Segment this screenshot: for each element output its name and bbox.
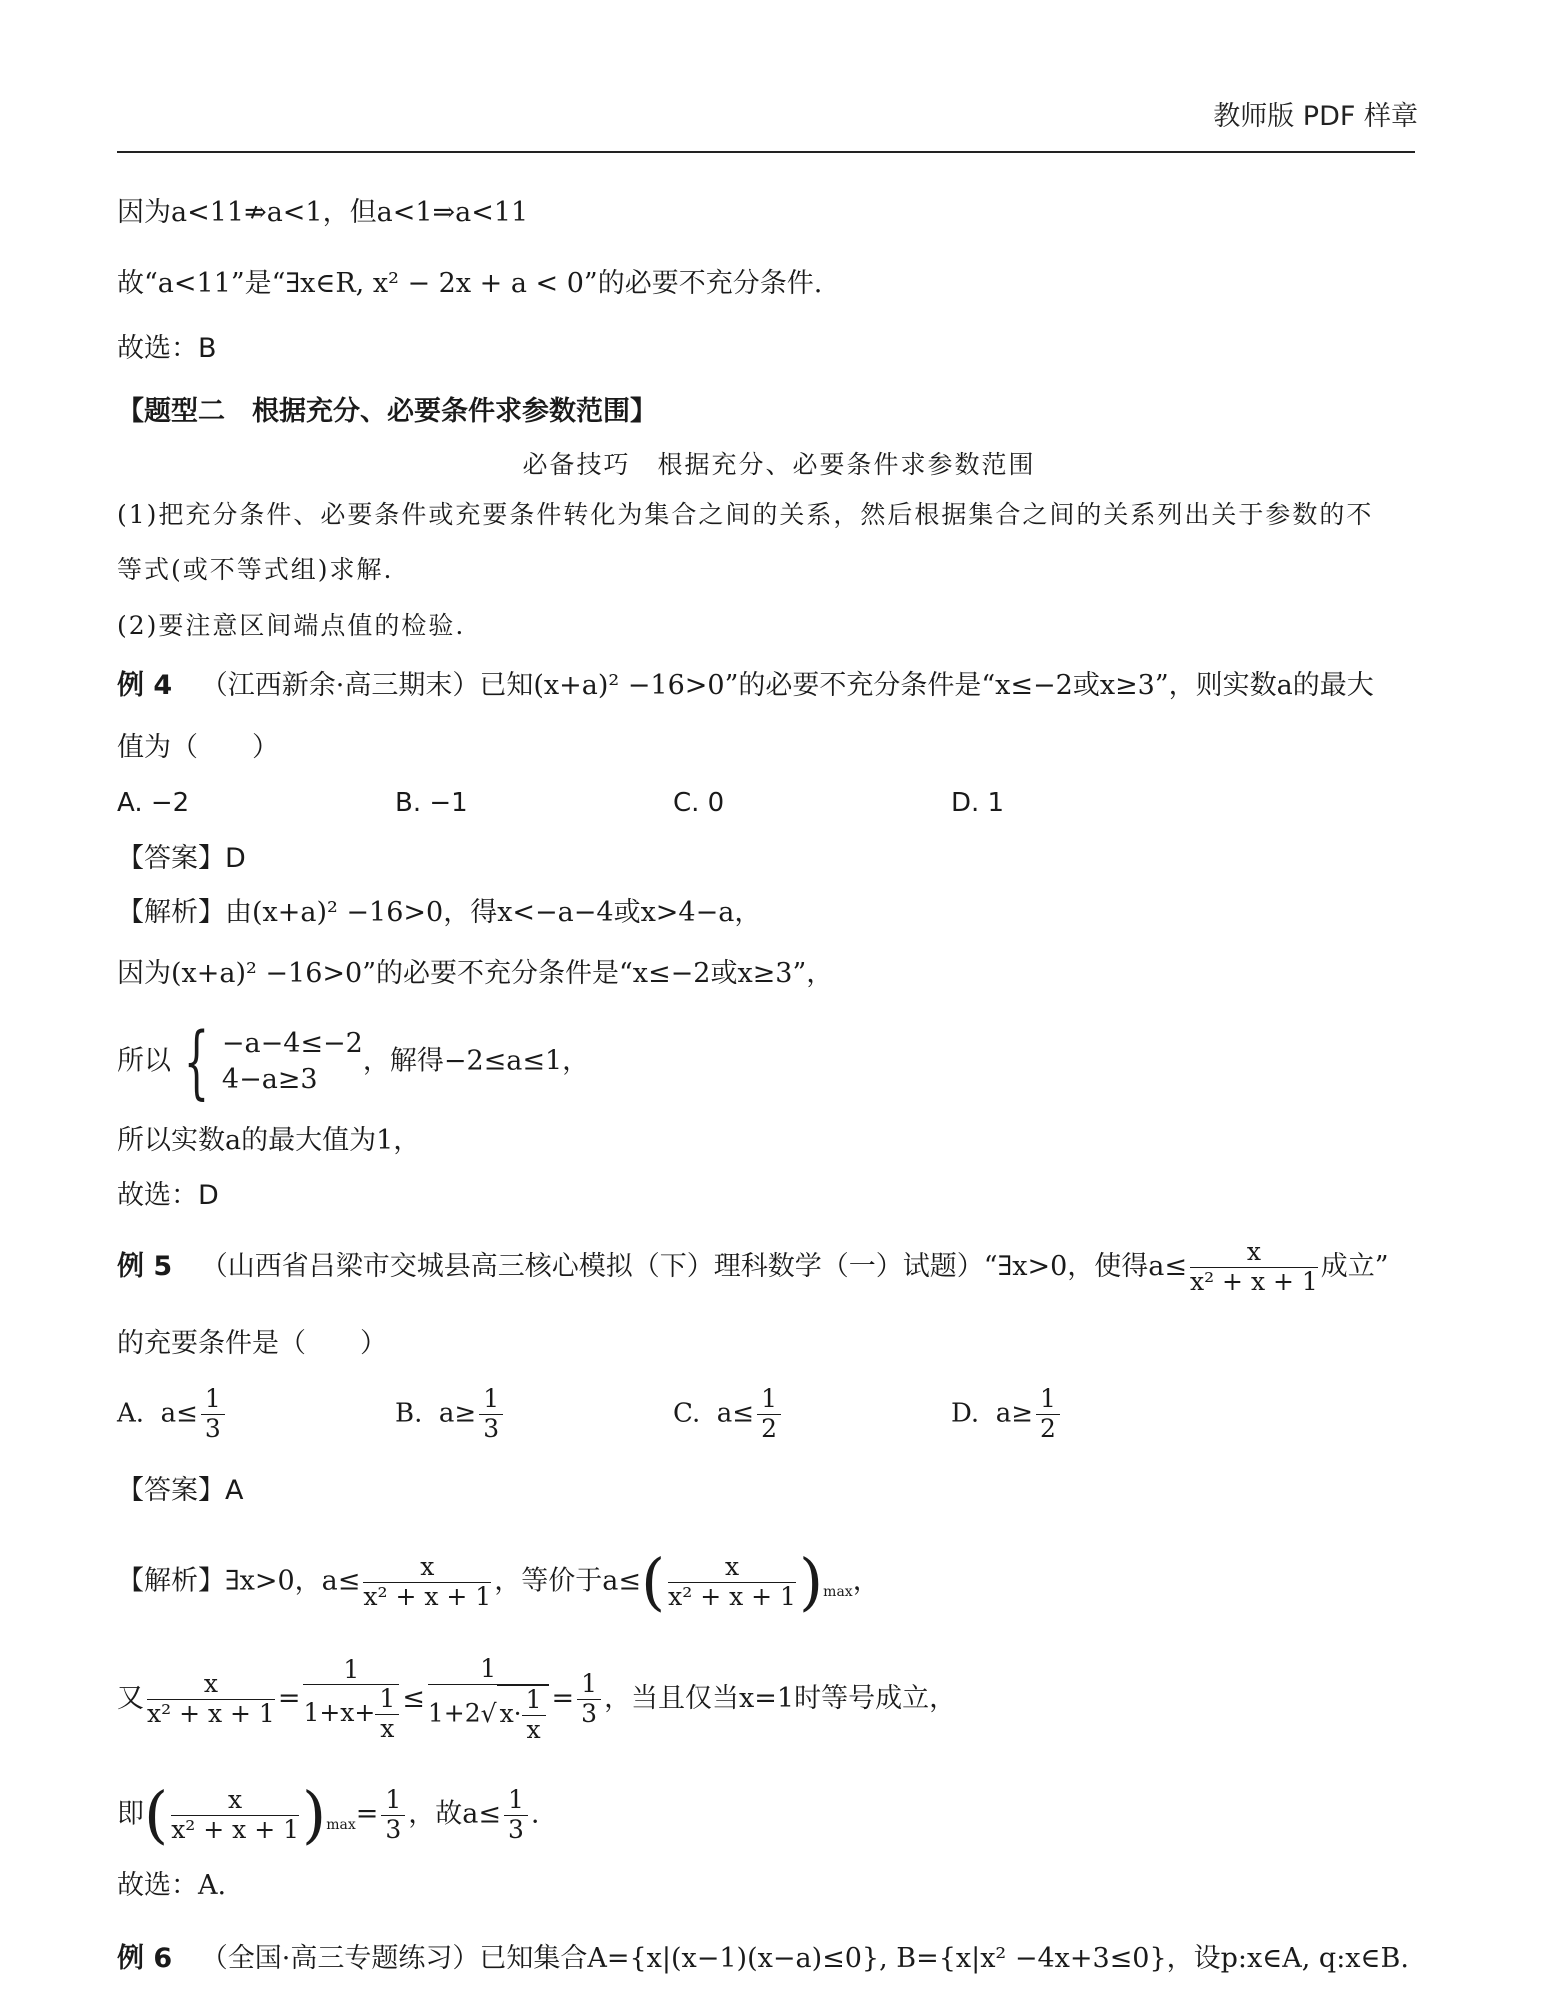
inequality-system	[222, 1026, 363, 1099]
option-b: B. −1	[395, 788, 468, 818]
tip-line: 等式(或不等式组)求解.	[117, 555, 394, 584]
question-text: 成立”	[1320, 1250, 1389, 1282]
solution-text: 所以	[117, 1045, 171, 1077]
brace-icon: {	[183, 1015, 210, 1108]
text-line: 故选：B	[117, 333, 217, 364]
option-c: C. 0	[673, 788, 725, 818]
skill-title: 必备技巧 根据充分、必要条件求参数范围	[522, 450, 1036, 479]
question-text: （江西新余·高三期末）已知(x+a)² −16>0”的必要不充分条件是“x≤−2或x≥3”，则实数a的最大	[200, 670, 1374, 701]
example-label: 例 4	[117, 670, 173, 701]
solution-system	[117, 1015, 590, 1108]
solution-line: 又 $\frac{x}{\text{x² + x + 1}}$ = 1 1+x+ $\frac{1}{x}$ ≤ 1 1+2√ x· $\frac{1}{x}$ = $\frac{1}{3}$ ，当且仅当x=1时等号成立，	[117, 1654, 957, 1744]
inequality: 4−a≥3	[221, 1064, 318, 1095]
solution-line: 所以实数a的最大值为1，	[117, 1125, 421, 1156]
solution-line: 即( $\frac{x}{\text{x² + x + 1}}$ )$_{max}=$ $\frac{1}{3}$ ，故a≤ $\frac{1}{3}$ .	[117, 1778, 540, 1851]
fraction: $\frac{x}{\text{x² + x + 1}}$	[363, 1551, 492, 1611]
fraction: $\frac{x}{\text{x² + x + 1}}$	[668, 1551, 796, 1611]
section-heading: 【题型二 根据充分、必要条件求参数范围】	[117, 396, 657, 427]
question-text: 值为（ ）	[117, 732, 279, 763]
example-4-question	[117, 670, 1374, 702]
solution-line: 【解析】由(x+a)² −16>0，得x<−a−4或x>4−a，	[117, 897, 762, 928]
tip-line: (2)要注意区间端点值的检验.	[117, 611, 466, 640]
option-b: B. a≥ $\frac{1}{3}$	[395, 1385, 506, 1444]
option-a: A. −2	[117, 788, 190, 818]
question-text: （全国·高三专题练习）已知集合A={x|(x−1)(x−a)≤0}, B={x|x² −4x+3≤0}，设p:x∈A, q:x∈B.	[200, 1943, 1409, 1974]
text-line: 因为a<11⇏a<1，但a<1⇒a<11	[117, 197, 529, 228]
solution-text: ，解得−2≤a≤1，	[362, 1045, 590, 1077]
inequality: −a−4≤−2	[221, 1027, 363, 1059]
solution-line: 【解析】∃x>0，a≤ $\frac{x}{\text{x² + x + 1}}$ ，等价于a≤( $\frac{x}{\text{x² + x + 1}}$ )$_{max}$，	[117, 1545, 880, 1618]
option-c: C. a≤ $\frac{1}{2}$	[673, 1385, 784, 1444]
example-5-question	[117, 1238, 1389, 1297]
option-d: D. 1	[951, 788, 1005, 818]
option-d: D. a≥ $\frac{1}{2}$	[951, 1385, 1063, 1444]
sqrt-icon: √ x· $\frac{1}{x}$	[481, 1685, 549, 1745]
question-text: （山西省吕梁市交城县高三核心模拟（下）理科数学（一）试题）“∃x>0，使得a≤	[200, 1250, 1187, 1282]
example-label: 例 5	[117, 1250, 173, 1282]
text-line: 故“a<11”是“∃x∈R, x² − 2x + a < 0”的必要不充分条件.	[117, 268, 823, 299]
example-6-question	[117, 1943, 1409, 1975]
solution-line: 因为(x+a)² −16>0”的必要不充分条件是“x≤−2或x≥3”，	[117, 958, 834, 989]
answer: 【答案】D	[117, 843, 246, 874]
header-rule	[117, 151, 1415, 153]
option-a: A. a≤ $\frac{1}{3}$	[117, 1385, 228, 1444]
solution-line: 故选：D	[117, 1180, 219, 1211]
tip-line: (1)把充分条件、必要条件或充要条件转化为集合之间的关系，然后根据集合之间的关系列出关于参数的不	[117, 500, 1374, 529]
solution-line: 故选：A.	[117, 1870, 227, 1901]
question-text: 的充要条件是（ ）	[117, 1328, 387, 1359]
fraction: $\frac{x}{\text{x² + x + 1}}$	[1189, 1237, 1318, 1296]
example-label: 例 6	[117, 1943, 173, 1974]
page-header-label: 教师版 PDF 样章	[1213, 101, 1418, 132]
answer: 【答案】A	[117, 1475, 244, 1506]
